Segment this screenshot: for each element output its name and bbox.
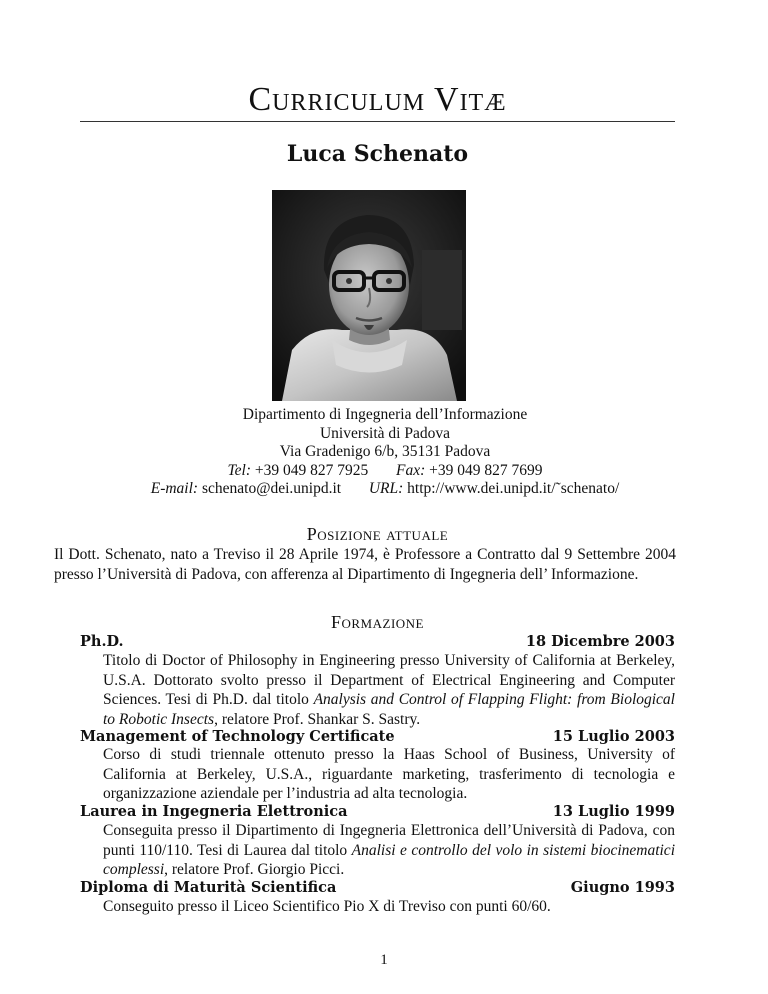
- section-heading-education: Formazione: [330, 612, 424, 632]
- tel-label: Tel:: [227, 461, 252, 479]
- fax-label: Fax:: [396, 461, 426, 479]
- education-entry-title: [80, 632, 675, 651]
- entry-text: Titolo di Doctor of Philosophy in Engineering presso University of California at Berkeley, U.S.A. Dottorato svolto presso il Department of Electrical Engineering and Computer Sciences. Tesi di Ph.D. dal titolo: [103, 652, 675, 708]
- entry-text: Conseguita presso il Dipartimento di Ingegneria Elettronica dell’Università di Padova, con punti 110/110. Tesi di Laurea dal titolo: [103, 822, 675, 859]
- entry-text: Conseguito presso il Liceo Scientifico Pio X di Treviso con punti 60/60.: [103, 898, 551, 915]
- portrait-image: [272, 190, 466, 401]
- fax-number: +39 049 827 7699: [429, 461, 543, 479]
- page-number: 1: [380, 952, 388, 968]
- title-divider: [80, 121, 675, 122]
- education-entry-text: [103, 745, 675, 804]
- degree-date: 18 Dicembre 2003: [525, 633, 675, 650]
- thesis-title: Analysis and Control of Flapping Flight: from Biological to Robotic Insects: [103, 691, 675, 728]
- education-entry-title: [80, 727, 675, 746]
- degree-title: Laurea in Ingegneria Elettronica: [80, 803, 348, 820]
- homepage-url[interactable]: http://www.dei.unipd.it/˜schenato/: [407, 480, 620, 497]
- url-label: URL:: [368, 480, 404, 497]
- position-paragraph: Il Dott. Schenato, nato a Treviso il 28 Aprile 1974, è Professore a Contratto dal 9 Settembre 2004 presso l’Università di Padova, con afferenza al Dipartimento di Ingegneria dell’ Informazione.: [54, 546, 676, 583]
- degree-title: Management of Technology Certificate: [80, 728, 395, 745]
- entry-text-end: , relatore Prof. Giorgio Picci.: [164, 861, 345, 878]
- entry-text: Corso di studi triennale ottenuto presso la Haas School of Business, University of California at Berkeley, U.S.A., riguardante marketing, trasferimento di tecnologia e organizzazione aziendale per l’industria ad alta tecnologia.: [103, 746, 675, 802]
- document-title: Curriculum Vitæ: [248, 81, 507, 118]
- education-entry-title: [80, 878, 675, 897]
- tel-number: +39 049 827 7925: [254, 461, 369, 479]
- education-entry-title: [80, 802, 675, 821]
- email-url-line: [80, 480, 690, 499]
- contact-block: [80, 406, 690, 499]
- email-label: E-mail:: [150, 480, 199, 497]
- email-address[interactable]: schenato@dei.unipd.it: [201, 480, 342, 497]
- person-name: Luca Schenato: [286, 141, 469, 167]
- education-entry-text: [103, 651, 675, 729]
- education-entry-text: [103, 897, 675, 917]
- education-entry-text: [103, 821, 675, 880]
- degree-date: Giugno 1993: [570, 879, 675, 896]
- section-heading-position: Posizione attuale: [306, 524, 449, 544]
- entry-text-end: , relatore Prof. Shankar S. Sastry.: [214, 710, 421, 728]
- degree-title: Ph.D.: [80, 633, 124, 650]
- degree-date: 15 Luglio 2003: [552, 728, 675, 745]
- thesis-title: Analisi e controllo del volo in sistemi biocinematici complessi: [103, 841, 675, 878]
- department-line: Dipartimento di Ingegneria dell’Informazione: [242, 406, 528, 423]
- phone-fax-line: [80, 462, 690, 481]
- degree-title: Diploma di Maturità Scientifica: [80, 879, 337, 896]
- portrait-photo: [272, 190, 466, 401]
- address-line: Via Gradenigo 6/b, 35131 Padova: [279, 443, 491, 460]
- degree-date: 13 Luglio 1999: [552, 803, 675, 820]
- university-line: Università di Padova: [319, 424, 450, 442]
